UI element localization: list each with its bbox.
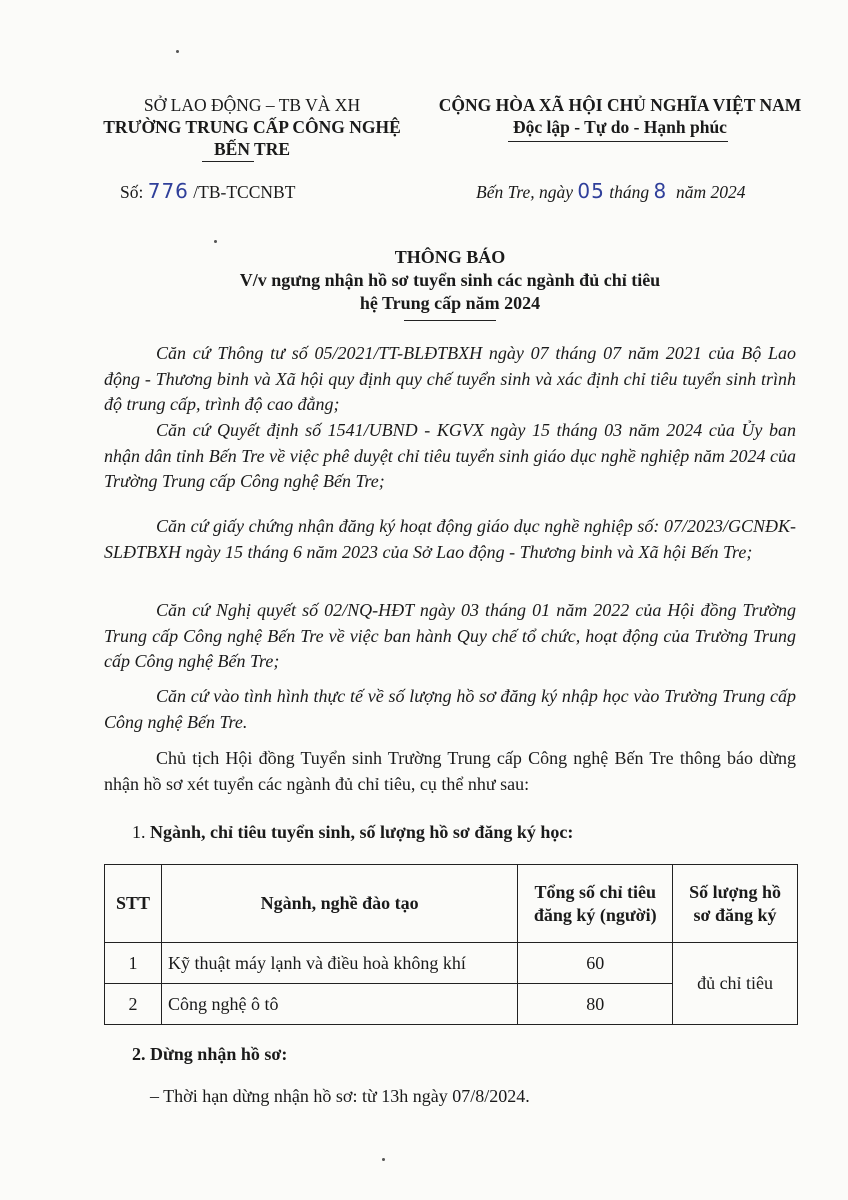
month-label: tháng	[609, 182, 650, 202]
header-right-rule	[508, 141, 728, 142]
section-1-number: 1.	[132, 822, 146, 842]
legal-basis-certificate: Căn cứ giấy chứng nhận đăng ký hoạt động giáo dục nghề nghiệp số: 07/2023/GCNĐK-SLĐTBXH ngày 15 tháng 6 năm 2023 của Sở Lao động - Thương binh và Xã hội Bến Tre;	[104, 516, 796, 562]
national-motto: Độc lập - Tự do - Hạnh phúc	[513, 117, 727, 137]
school-name-line2: BẾN TRE	[213, 139, 291, 159]
section-2-heading	[132, 1044, 287, 1065]
header-left-rule	[202, 161, 254, 162]
day-handwritten: 05	[577, 179, 605, 203]
doc-number-handwritten: 776	[147, 179, 189, 203]
row-quota: 60	[518, 943, 673, 984]
header-applications: Số lượng hồ sơ đăng ký	[673, 865, 798, 943]
year-label: năm 2024	[675, 182, 746, 202]
title-rule	[404, 320, 496, 321]
announcement-paragraph: Chủ tịch Hội đồng Tuyển sinh Trường Trung cấp Công nghệ Bến Tre thông báo dừng nhận hồ sơ xét tuyển các ngành đủ chỉ tiêu, cụ thể như sau:	[104, 748, 796, 794]
notice-subject-line2: hệ Trung cấp năm 2024	[359, 293, 541, 313]
section-2-number: 2.	[132, 1044, 146, 1064]
section-1-title: Ngành, chỉ tiêu tuyển sinh, số lượng hồ sơ đăng ký học:	[150, 822, 574, 842]
row-stt: 2	[105, 984, 162, 1025]
legal-basis-actual-situation: Căn cứ vào tình hình thực tế về số lượng hồ sơ đăng ký nhập học vào Trường Trung cấp Công nghệ Bến Tre.	[104, 686, 796, 732]
place-date	[476, 180, 746, 203]
month-handwritten: 8	[653, 179, 668, 203]
republic-name: CỘNG HÒA XÃ HỘI CHỦ NGHĨA VIỆT NAM	[438, 95, 802, 115]
section-2-title: Dừng nhận hồ sơ:	[150, 1044, 288, 1064]
scan-speck	[176, 50, 179, 53]
row-major: Công nghệ ô tô	[161, 984, 517, 1025]
legal-basis-circular: Căn cứ Thông tư số 05/2021/TT-BLĐTBXH ngày 07 tháng 07 năm 2021 của Bộ Lao động - Thương binh và Xã hội quy định quy chế tuyển sinh và xác định chỉ tiêu tuyển sinh trình độ trung cấp, trình độ cao đẳng;	[104, 343, 796, 414]
stop-receiving-deadline: – Thời hạn dừng nhận hồ sơ: từ 13h ngày 07/8/2024.	[150, 1086, 530, 1106]
header-major: Ngành, nghề đào tạo	[161, 865, 517, 943]
notice-heading: THÔNG BÁO	[394, 247, 506, 267]
scan-speck	[382, 1158, 385, 1161]
ministry-name: SỞ LAO ĐỘNG – TB VÀ XH	[143, 95, 361, 115]
header-stt: STT	[105, 865, 162, 943]
legal-basis-decision: Căn cứ Quyết định số 1541/UBND - KGVX ngày 15 tháng 03 năm 2024 của Ủy ban nhận dân tỉnh Bến Tre về việc phê duyệt chỉ tiêu tuyển sinh giáo dục nghề nghiệp năm 2024 của Trường Trung cấp Công nghệ Bến Tre;	[104, 420, 796, 491]
school-name-line1: TRƯỜNG TRUNG CẤP CÔNG NGHỆ	[103, 117, 401, 137]
row-applications-merged: đủ chỉ tiêu	[673, 943, 798, 1025]
section-1-heading	[132, 822, 573, 843]
place-date-prefix: Bến Tre, ngày	[476, 182, 574, 202]
table-header-row	[105, 865, 798, 943]
doc-number-prefix: Số:	[120, 182, 144, 202]
legal-basis-resolution: Căn cứ Nghị quyết số 02/NQ-HĐT ngày 03 tháng 01 năm 2022 của Hội đồng Trường Trung cấp Công nghệ Bến Tre về việc ban hành Quy chế tổ chức, hoạt động của Trường Trung cấp Công nghệ Bến Tre;	[104, 600, 796, 671]
notice-subject-line1: V/v ngưng nhận hồ sơ tuyển sinh các ngành đủ chỉ tiêu	[239, 270, 661, 290]
scan-speck	[214, 240, 217, 243]
quota-table	[104, 864, 798, 1025]
table-row	[105, 943, 798, 984]
row-major: Kỹ thuật máy lạnh và điều hoà không khí	[161, 943, 517, 984]
row-quota: 80	[518, 984, 673, 1025]
header-quota: Tổng số chỉ tiêu đăng ký (người)	[518, 865, 673, 943]
document-number	[120, 180, 295, 203]
doc-number-suffix: /TB-TCCNBT	[193, 182, 296, 202]
row-stt: 1	[105, 943, 162, 984]
